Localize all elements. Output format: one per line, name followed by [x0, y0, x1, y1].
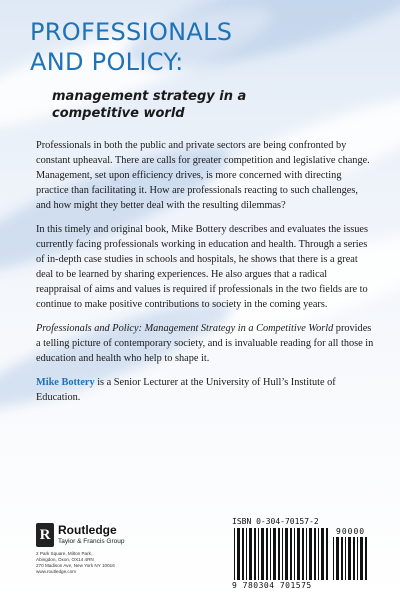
publisher-group: Taylor & Francis Group [58, 538, 125, 545]
barcode-bar [278, 528, 280, 580]
barcode-bar [302, 528, 304, 580]
barcode-bar [266, 528, 268, 580]
barcode-bar [254, 528, 256, 580]
barcode-bar [326, 528, 328, 580]
barcode-bar [321, 528, 324, 580]
author-bio [36, 375, 374, 405]
address-line: www.routledge.com [36, 569, 77, 574]
author-name: Mike Bottery [36, 377, 95, 388]
barcode-bar [348, 537, 351, 580]
publisher-name: Routledge [58, 523, 117, 537]
ean-number: 9 780304 701575 [232, 581, 312, 590]
barcode-bar [365, 537, 367, 580]
book-subtitle [52, 88, 352, 122]
blurb-paragraph: Professionals in both the public and private sectors are being confronted by constant upheaval. There are calls for greater competition and legislative change. Management, set upon efficiency drives, is more concerned with directing practice than facilitating it. How are professionals reacting to such challenges, and how might they better deal with the resulting dilemmas? [36, 140, 370, 211]
book-title-line: PROFESSIONALS [30, 18, 233, 46]
address-line: 270 Madison Ave, New York NY 10016 [36, 563, 115, 568]
author-bio-text: is a Senior Lecturer at the University of Hull’s Institute of Education. [36, 377, 336, 403]
barcode [232, 517, 372, 595]
book-title [30, 17, 370, 77]
publisher-logo [36, 520, 156, 595]
routledge-logo-icon: R [36, 523, 54, 547]
barcode-bar [306, 528, 307, 580]
barcode-addon-bars [333, 537, 369, 580]
cover-footer [36, 517, 376, 595]
book-subtitle-line: competitive world [52, 106, 185, 121]
barcode-bar [290, 528, 292, 580]
barcode-bar [273, 528, 276, 580]
barcode-bar [270, 528, 271, 580]
isbn-label: ISBN 0-304-70157-2 [232, 517, 319, 526]
barcode-bar [282, 528, 283, 580]
barcode-bar [249, 528, 252, 580]
barcode-bar [314, 528, 316, 580]
barcode-bar [261, 528, 264, 580]
address-line: 2 Park Square, Milton Park, [36, 551, 93, 556]
barcode-bar [234, 528, 235, 580]
address-line: Abingdon, Oxon, OX14 4RN [36, 557, 94, 562]
book-title-line: AND POLICY: [30, 48, 184, 76]
barcode-bar [246, 528, 247, 580]
barcode-bar [336, 537, 339, 580]
barcode-bar [345, 537, 346, 580]
blurb-text: provides a telling picture of contemporary society, and is invaluable reading for all those in education and health who help to shape it. [36, 323, 374, 364]
price-code: 90000 [336, 527, 366, 536]
barcode-bar [318, 528, 319, 580]
barcode-bar [341, 537, 343, 580]
barcode-bar [357, 537, 358, 580]
blurb-paragraph [36, 321, 374, 366]
barcode-bar [297, 528, 300, 580]
blurb [36, 138, 374, 414]
barcode-bar [360, 537, 363, 580]
barcode-bar [285, 528, 288, 580]
blurb-paragraph: In this timely and original book, Mike Bottery describes and evaluates the issues currently facing professionals working in education and health. Through a series of in-depth case studies in schools and hospitals, he shows that there is a great deal to be learned by sharing experiences. He also argues that a radical reappraisal of aims and values is required if professionals in the two fields are to continue to make positive contributions to society in the coming years. [36, 224, 369, 310]
book-subtitle-line: management strategy in a [52, 89, 247, 104]
barcode-bar [258, 528, 259, 580]
book-title-italic: Professionals and Policy: Management Strategy in a Competitive World [36, 323, 334, 334]
barcode-bars [234, 528, 328, 580]
barcode-bar [309, 528, 312, 580]
barcode-bar [333, 537, 334, 580]
barcode-bar [242, 528, 244, 580]
barcode-bar [237, 528, 240, 580]
barcode-bar [353, 537, 355, 580]
barcode-bar [294, 528, 295, 580]
publisher-address [36, 551, 115, 575]
